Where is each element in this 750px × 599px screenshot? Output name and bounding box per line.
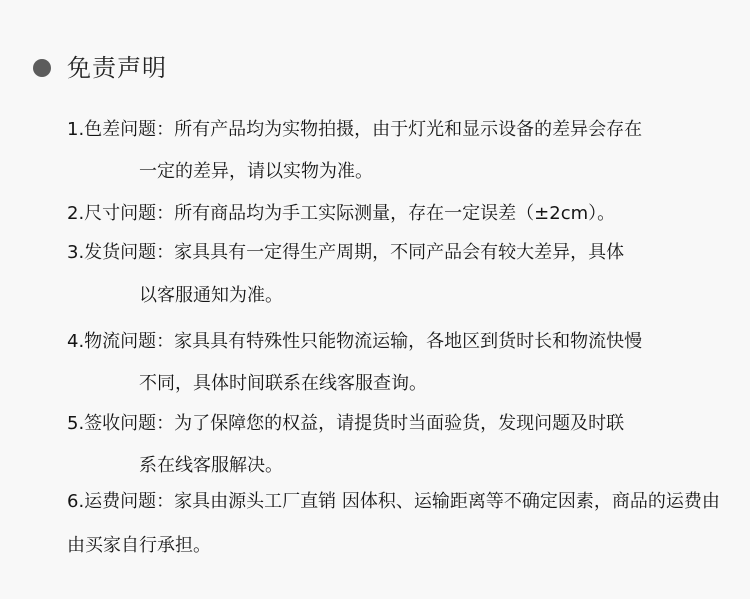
item-4-line-2: 不同，具体时间联系在线客服查询。 xyxy=(139,373,427,394)
item-3-line-1: 3.发货问题：家具具有一定得生产周期，不同产品会有较大差异，具体 xyxy=(67,242,625,263)
item-4-line-1: 4.物流问题：家具具有特殊性只能物流运输，各地区到货时长和物流快慢 xyxy=(67,331,643,352)
item-6-line-2: 由买家自行承担。 xyxy=(67,535,211,556)
disclaimer-title: 免责声明 xyxy=(67,54,167,82)
bullet-circle-icon xyxy=(33,59,51,77)
item-1-line-1: 1.色差问题：所有产品均为实物拍摄，由于灯光和显示设备的差异会存在 xyxy=(67,119,643,140)
item-6-line-1: 6.运费问题：家具由源头工厂直销 因体积、运输距离等不确定因素，商品的运费由 xyxy=(67,491,720,512)
item-5-line-2: 系在线客服解决。 xyxy=(139,455,283,476)
item-1-line-2: 一定的差异，请以实物为准。 xyxy=(139,161,373,182)
item-5-line-1: 5.签收问题：为了保障您的权益，请提货时当面验货，发现问题及时联 xyxy=(67,413,625,434)
disclaimer-heading xyxy=(33,50,167,86)
item-2-line-1: 2.尺寸问题：所有商品均为手工实际测量，存在一定误差（±2cm）。 xyxy=(67,203,616,224)
item-3-line-2: 以客服通知为准。 xyxy=(139,285,283,306)
